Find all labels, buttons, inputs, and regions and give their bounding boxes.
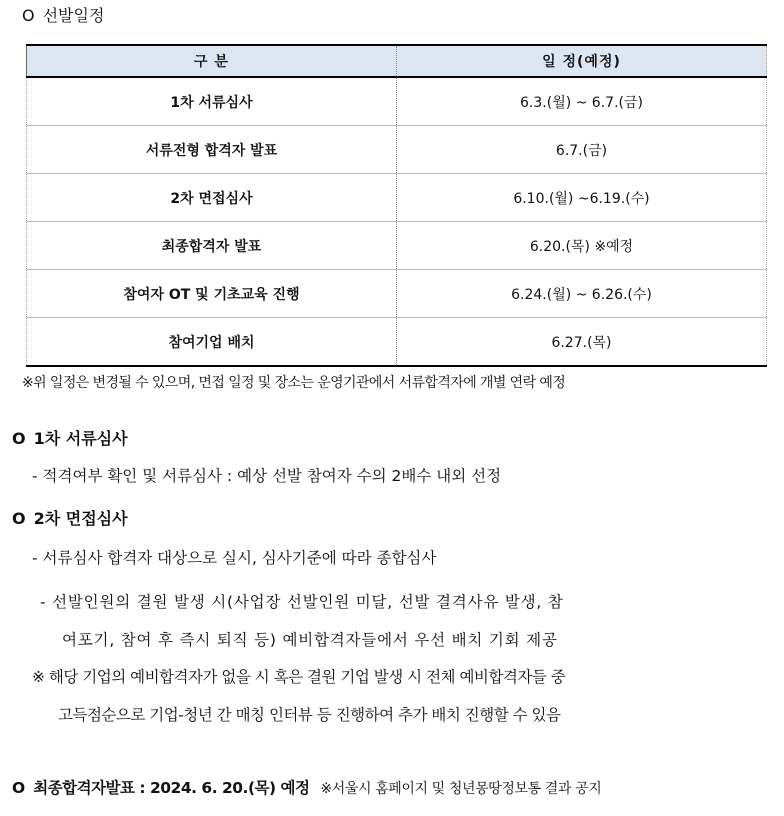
row-date: 6.7.(금) (397, 126, 767, 174)
circle-bullet-icon: O (12, 779, 26, 797)
final-announcement-title: 최종합격자발표 : 2024. 6. 20.(목) 예정 (33, 779, 310, 797)
header-category: 구 분 (27, 45, 397, 77)
table-row (27, 126, 767, 174)
header-schedule: 일 정(예정) (397, 45, 767, 77)
first-screening-heading (12, 426, 128, 449)
schedule-note: ※위 일정은 변경될 수 있으며, 면접 일정 및 장소는 운영기관에서 서류합격자에 개별 연락 예정 (22, 375, 566, 391)
first-screening-detail: - 적격여부 확인 및 서류심사 : 예상 선발 참여자 수의 2배수 내외 선정 (32, 467, 502, 485)
second-interview-detail-2a: - 선발인원의 결원 발생 시(사업장 선발인원 미달, 선발 결격사유 발생, 참 (40, 593, 564, 611)
circle-bullet-icon: O (22, 6, 35, 25)
second-interview-heading (12, 506, 128, 529)
row-item: 2차 면접심사 (27, 174, 397, 222)
row-date: 6.24.(월) ~ 6.26.(수) (397, 270, 767, 318)
second-interview-detail-1: - 서류심사 합격자 대상으로 실시, 심사기준에 따라 종합심사 (32, 549, 437, 567)
second-interview-title: 2차 면접심사 (33, 509, 128, 528)
final-announcement-heading (12, 776, 601, 798)
row-date: 6.27.(목) (397, 318, 767, 367)
row-date: 6.10.(월) ~6.19.(수) (397, 174, 767, 222)
table-row (27, 318, 767, 367)
table-row (27, 77, 767, 126)
final-announcement-note: ※서울시 홈페이지 및 청년몽땅정보통 결과 공지 (320, 781, 602, 797)
table-header-row (27, 45, 767, 77)
row-item: 서류전형 합격자 발표 (27, 126, 397, 174)
schedule-section-title: 선발일정 (42, 6, 105, 25)
row-item: 최종합격자 발표 (27, 222, 397, 270)
table-row (27, 270, 767, 318)
schedule-table (26, 44, 767, 367)
circle-bullet-icon: O (12, 429, 26, 448)
row-date: 6.20.(목) ※예정 (397, 222, 767, 270)
first-screening-title: 1차 서류심사 (33, 429, 128, 448)
second-interview-note-b: 고득점순으로 기업-청년 간 매칭 인터뷰 등 진행하여 추가 배치 진행할 수 있음 (58, 706, 561, 724)
second-interview-note-a: ※ 해당 기업의 예비합격자가 없을 시 혹은 결원 기업 발생 시 전체 예비합격자들 중 (32, 668, 566, 686)
circle-bullet-icon: O (12, 509, 26, 528)
schedule-section-heading (22, 3, 104, 26)
row-item: 1차 서류심사 (27, 77, 397, 126)
table-row (27, 222, 767, 270)
table-row (27, 174, 767, 222)
second-interview-detail-2b: 여포기, 참여 후 즉시 퇴직 등) 예비합격자들에서 우선 배치 기회 제공 (62, 631, 558, 649)
row-item: 참여자 OT 및 기초교육 진행 (27, 270, 397, 318)
row-item: 참여기업 배치 (27, 318, 397, 367)
row-date: 6.3.(월) ~ 6.7.(금) (397, 77, 767, 126)
